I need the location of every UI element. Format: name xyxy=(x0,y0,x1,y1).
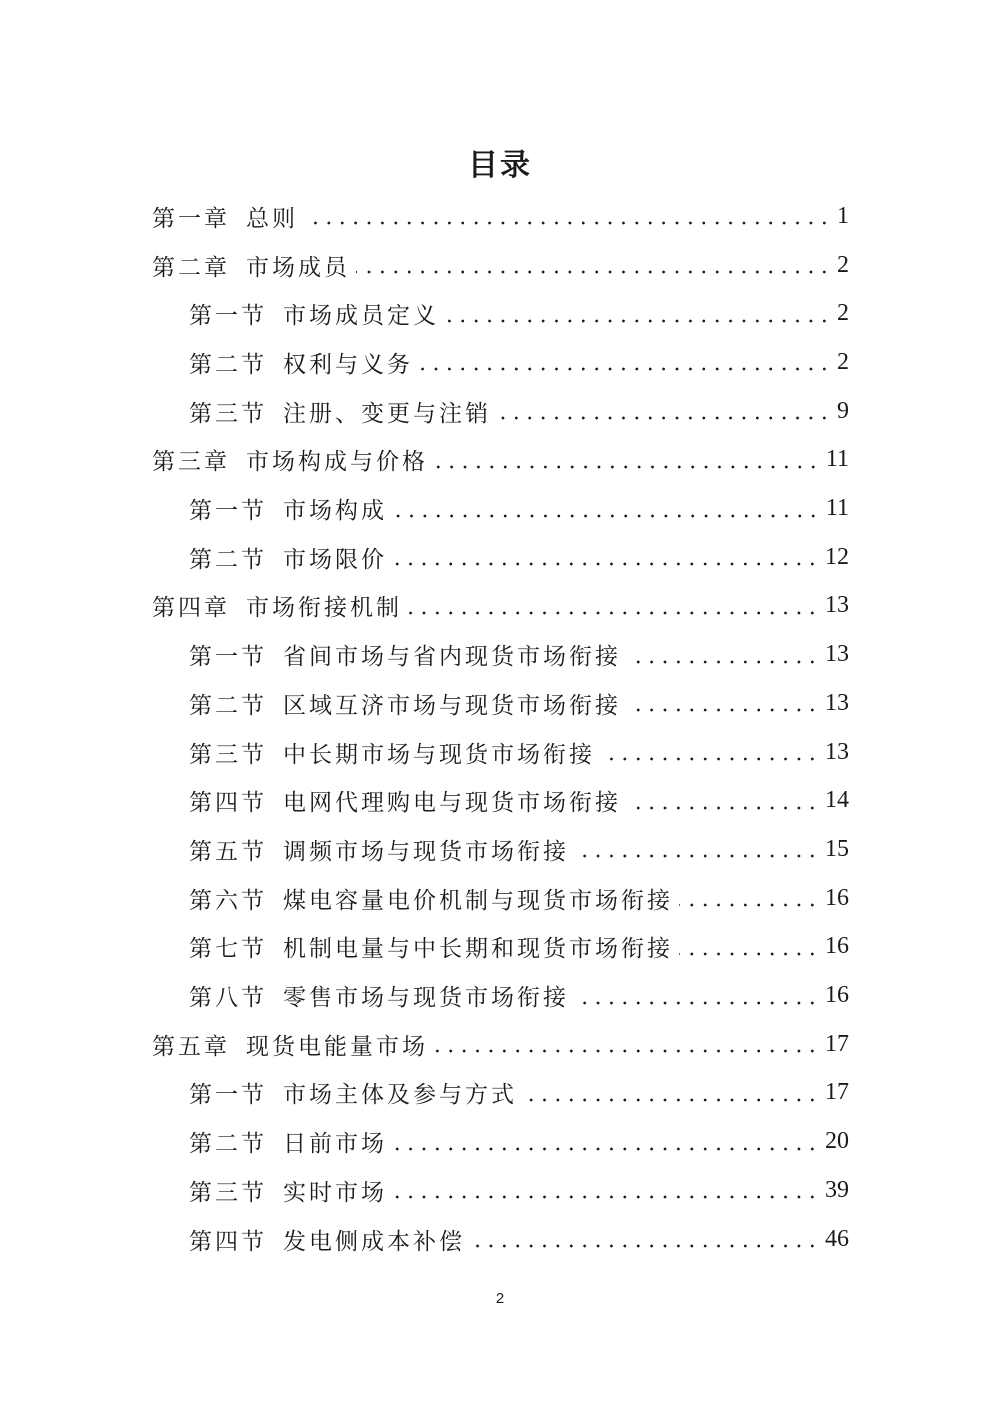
toc-chapter-entry[interactable] xyxy=(152,436,849,485)
toc-dot-leader xyxy=(627,708,819,712)
toc-entry-label xyxy=(189,979,569,1012)
toc-dot-leader xyxy=(393,514,820,518)
toc-entry-number: 第七节 xyxy=(189,936,267,963)
toc-entry-title: 市场构成 xyxy=(283,498,387,525)
toc-dot-leader xyxy=(408,611,819,615)
toc-entry-title: 注册、变更与注销 xyxy=(283,400,491,427)
toc-entry-label xyxy=(189,1076,517,1109)
toc-entry-label xyxy=(189,638,621,671)
toc-section-entry[interactable] xyxy=(189,1215,849,1264)
toc-section-entry[interactable] xyxy=(189,874,849,923)
toc-entry-title: 零售市场与现货市场衔接 xyxy=(283,985,569,1012)
toc-dot-leader xyxy=(419,367,831,371)
toc-entry-label xyxy=(189,297,439,330)
toc-entry-label xyxy=(189,1223,465,1256)
toc-entry-label xyxy=(189,882,673,915)
toc-entry-label xyxy=(189,930,673,963)
toc-entry-title: 调频市场与现货市场衔接 xyxy=(283,838,569,865)
toc-section-entry[interactable] xyxy=(189,923,849,972)
toc-entry-label xyxy=(189,833,569,866)
toc-entry-title: 机制电量与中长期和现货市场衔接 xyxy=(283,936,673,963)
toc-entry-label xyxy=(152,589,402,622)
toc-entry-title: 权利与义务 xyxy=(283,351,413,378)
page-title: 目录 xyxy=(468,148,532,183)
toc-dot-leader xyxy=(601,757,819,761)
toc-chapter-entry[interactable] xyxy=(152,582,849,631)
toc-entry-number: 第三章 xyxy=(152,449,230,476)
toc-entry-number: 第六节 xyxy=(189,887,267,914)
toc-dot-leader xyxy=(356,270,831,274)
toc-entry-number: 第一节 xyxy=(189,1082,267,1109)
toc-dot-leader xyxy=(393,562,819,566)
toc-section-entry[interactable] xyxy=(189,630,849,679)
toc-dot-leader xyxy=(393,1195,819,1199)
toc-chapter-entry[interactable] xyxy=(152,1020,849,1069)
toc-entry-title: 总则 xyxy=(246,205,298,232)
toc-chapter-entry[interactable] xyxy=(152,192,849,241)
toc-section-entry[interactable] xyxy=(189,1166,849,1215)
toc-entry-page: 2 xyxy=(837,348,849,375)
toc-dot-leader xyxy=(304,221,831,225)
toc-entry-number: 第一节 xyxy=(189,644,267,671)
toc-entry-page: 14 xyxy=(825,787,849,814)
toc-entry-label xyxy=(189,492,387,525)
toc-entry-number: 第四章 xyxy=(152,595,230,622)
toc-entry-title: 市场衔接机制 xyxy=(246,595,402,622)
toc-entry-page: 11 xyxy=(825,446,849,473)
toc-entry-number: 第一节 xyxy=(189,498,267,525)
toc-entry-title: 区域互济市场与现货市场衔接 xyxy=(283,692,621,719)
toc-entry-number: 第二节 xyxy=(189,546,267,573)
toc-entry-title: 市场成员定义 xyxy=(283,303,439,330)
toc-entry-number: 第一节 xyxy=(189,303,267,330)
toc-entry-label xyxy=(189,346,413,379)
toc-entry-number: 第四节 xyxy=(189,1228,267,1255)
toc-entry-title: 实时市场 xyxy=(283,1179,387,1206)
page-number: 2 xyxy=(495,1290,505,1307)
toc-entry-label xyxy=(189,541,387,574)
toc-entry-page: 17 xyxy=(825,1079,849,1106)
toc-entry-page: 13 xyxy=(825,592,849,619)
toc-entry-page: 9 xyxy=(837,397,849,424)
toc-section-entry[interactable] xyxy=(189,728,849,777)
toc-entry-page: 2 xyxy=(837,300,849,327)
toc-entry-label xyxy=(189,687,621,720)
toc-entry-page: 17 xyxy=(825,1030,849,1057)
toc-entry-number: 第二章 xyxy=(152,254,230,281)
toc-entry-page: 15 xyxy=(825,835,849,862)
toc-entry-title: 现货电能量市场 xyxy=(246,1033,428,1060)
toc-dot-leader xyxy=(679,903,819,907)
toc-entry-page: 46 xyxy=(825,1225,849,1252)
toc-section-entry[interactable] xyxy=(189,338,849,387)
toc-entry-page: 20 xyxy=(825,1128,849,1155)
toc-entry-page: 13 xyxy=(825,641,849,668)
toc-entry-title: 中长期市场与现货市场衔接 xyxy=(283,741,595,768)
toc-dot-leader xyxy=(627,806,819,810)
toc-dot-leader xyxy=(434,1049,819,1053)
toc-entry-number: 第三节 xyxy=(189,741,267,768)
toc-dot-leader xyxy=(497,416,831,420)
toc-section-entry[interactable] xyxy=(189,1069,849,1118)
toc-entry-page: 12 xyxy=(825,543,849,570)
toc-entry-page: 16 xyxy=(825,933,849,960)
toc-dot-leader xyxy=(523,1098,819,1102)
toc-entry-label xyxy=(152,249,350,282)
toc-entry-label xyxy=(189,1174,387,1207)
toc-section-entry[interactable] xyxy=(189,533,849,582)
toc-entry-number: 第八节 xyxy=(189,985,267,1012)
toc-section-entry[interactable] xyxy=(189,825,849,874)
toc-entry-number: 第二节 xyxy=(189,1131,267,1158)
toc-dot-leader xyxy=(627,660,819,664)
toc-entry-title: 市场限价 xyxy=(283,546,387,573)
toc-section-entry[interactable] xyxy=(189,289,849,338)
toc-entry-title: 电网代理购电与现货市场衔接 xyxy=(283,790,621,817)
toc-entry-label xyxy=(152,443,428,476)
toc-entry-number: 第二节 xyxy=(189,351,267,378)
toc-entry-page: 13 xyxy=(825,738,849,765)
toc-entry-number: 第一章 xyxy=(152,205,230,232)
toc-entry-number: 第四节 xyxy=(189,790,267,817)
toc-entry-label xyxy=(189,1125,387,1158)
toc-entry-page: 11 xyxy=(825,495,849,522)
toc-dot-leader xyxy=(434,465,820,469)
toc-entry-page: 1 xyxy=(837,202,849,229)
toc-entry-label xyxy=(152,200,298,233)
toc-entry-label xyxy=(189,784,621,817)
toc-entry-title: 煤电容量电价机制与现货市场衔接 xyxy=(283,887,673,914)
toc-dot-leader xyxy=(445,319,831,323)
toc-entry-title: 市场构成与价格 xyxy=(246,449,428,476)
toc-dot-leader xyxy=(393,1147,819,1151)
toc-entry-number: 第五节 xyxy=(189,838,267,865)
toc-section-entry[interactable] xyxy=(189,387,849,436)
toc-entry-title: 市场成员 xyxy=(246,254,350,281)
toc-entry-page: 39 xyxy=(825,1176,849,1203)
toc-entry-page: 13 xyxy=(825,689,849,716)
toc-dot-leader xyxy=(575,854,819,858)
toc-entry-label xyxy=(152,1028,428,1061)
toc-section-entry[interactable] xyxy=(189,776,849,825)
toc-entry-number: 第二节 xyxy=(189,692,267,719)
toc-section-entry[interactable] xyxy=(189,971,849,1020)
toc-entry-label xyxy=(189,736,595,769)
toc-section-entry[interactable] xyxy=(189,679,849,728)
toc-entry-page: 16 xyxy=(825,884,849,911)
toc-entry-label xyxy=(189,395,491,428)
toc-dot-leader xyxy=(471,1244,819,1248)
toc-entry-number: 第三节 xyxy=(189,1179,267,1206)
toc-dot-leader xyxy=(679,952,819,956)
toc-entry-title: 市场主体及参与方式 xyxy=(283,1082,517,1109)
toc-dot-leader xyxy=(575,1001,819,1005)
toc-entry-page: 16 xyxy=(825,982,849,1009)
toc-entry-number: 第三节 xyxy=(189,400,267,427)
toc-entry-title: 省间市场与省内现货市场衔接 xyxy=(283,644,621,671)
toc-entry-title: 发电侧成本补偿 xyxy=(283,1228,465,1255)
toc-section-entry[interactable] xyxy=(189,484,849,533)
toc-entry-number: 第五章 xyxy=(152,1033,230,1060)
toc-entry-page: 2 xyxy=(837,251,849,278)
toc-chapter-entry[interactable] xyxy=(152,241,849,290)
toc-section-entry[interactable] xyxy=(189,1117,849,1166)
toc-entry-title: 日前市场 xyxy=(283,1131,387,1158)
